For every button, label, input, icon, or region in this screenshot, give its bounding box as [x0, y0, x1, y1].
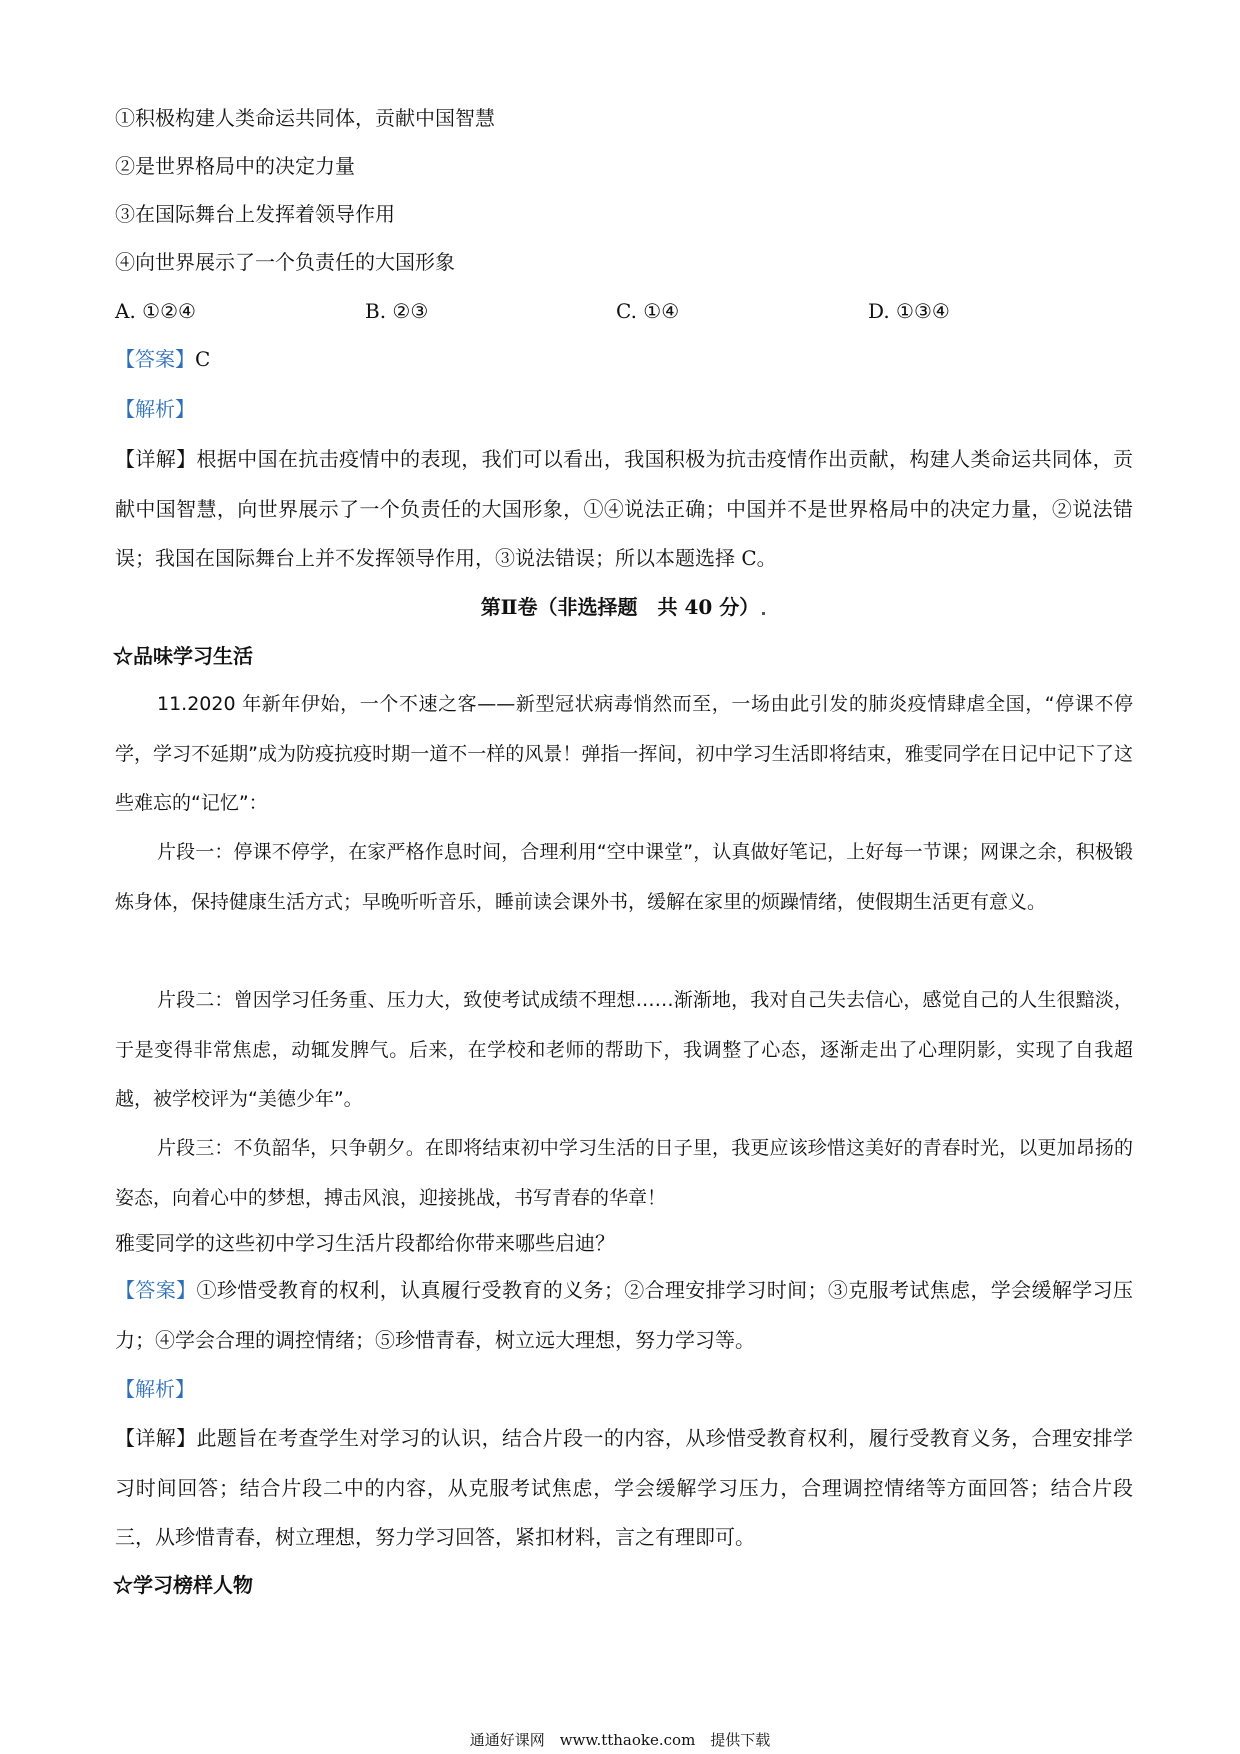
answer-tag: 【答案】 [115, 1278, 197, 1302]
q11-answer [115, 1266, 1133, 1365]
q10-detail [115, 435, 1133, 584]
q11-analysis-tag: 【解析】 [115, 1377, 195, 1401]
q10-analysis-tag: 【解析】 [115, 397, 195, 421]
q11-fragment-3: 片段三：不负韶华，只争朝夕。在即将结束初中学习生活的日子里，我更应该珍惜这美好的青春时光，以更加昂扬的姿态，向着心中的梦想，搏击风浪，迎接挑战，书写青春的华章！ [115, 1137, 1133, 1209]
q10-answer [115, 346, 210, 372]
q10-item-1: ①积极构建人类命运共同体，贡献中国智慧 [115, 106, 495, 130]
answer-text: ①珍惜受教育的权利，认真履行受教育的义务；②合理安排学习时间；③克服考试焦虑，学会缓解学习压力；④学会合理的调控情绪；⑤珍惜青春，树立远大理想，努力学习等。 [115, 1278, 1134, 1352]
detail-text: 此题旨在考查学生对学习的认识，结合片段一的内容，从珍惜受教育权利，履行受教育义务，合理安排学习时间回答；结合片段二中的内容，从克服考试焦虑，学会缓解学习压力，合理调控情绪等方面回答；结合片段三，从珍惜青春，树立理想，努力学习回答，紧扣材料，言之有理即可。 [115, 1426, 1134, 1549]
q10-option-d: D. ①③④ [868, 299, 950, 323]
section-title: 第Ⅱ卷（非选择题 共 40 分） [480, 595, 760, 619]
q10-option-c: C. ①④ [616, 299, 680, 323]
q11-fragment-2: 片段二：曾因学习任务重、压力大，致使考试成绩不理想……渐渐地，我对自己失去信心，感觉自己的人生很黯淡，于是变得非常焦虑，动辄发脾气。后来，在学校和老师的帮助下，我调整了心态，逐渐走出了心理阴影，实现了自我超越，被学校评为“美德少年”。 [115, 989, 1133, 1110]
q10-option-a: A. ①②④ [115, 299, 196, 323]
answer-tag: 【答案】 [115, 347, 195, 371]
stray-dot [762, 612, 765, 615]
detail-tag: 【详解】 [115, 1426, 197, 1450]
q11-question: 雅雯同学的这些初中学习生活片段都给你带来哪些启迪？ [115, 1231, 615, 1255]
q10-item-2: ②是世界格局中的决定力量 [115, 154, 355, 178]
q10-item-3: ③在国际舞台上发挥着领导作用 [115, 202, 395, 226]
q11-fragment-1: 片段一：停课不停学，在家严格作息时间，合理利用“空中课堂”，认真做好笔记，上好每一节课；网课之余，积极锻炼身体，保持健康生活方式；早晚听听音乐，睡前读会课外书，缓解在家里的烦躁情绪，使假期生活更有意义。 [115, 841, 1133, 913]
answer-value: C [195, 347, 211, 371]
q10-item-4: ④向世界展示了一个负责任的大国形象 [115, 250, 455, 274]
heading-learning-life: ☆品味学习生活 [113, 644, 253, 668]
q10-option-b: B. ②③ [365, 299, 429, 323]
heading-role-models: ☆学习榜样人物 [113, 1573, 253, 1597]
detail-text: 根据中国在抗击疫情中的表现，我们可以看出，我国积极为抗击疫情作出贡献，构建人类命运共同体，贡献中国智慧，向世界展示了一个负责任的大国形象，①④说法正确；中国并不是世界格局中的决定力量，②说法错误；我国在国际舞台上并不发挥领导作用，③说法错误；所以本题选择 C。 [115, 447, 1134, 570]
detail-tag: 【详解】 [115, 447, 197, 471]
page-footer: 通通好课网 www.tthaoke.com 提供下载 [469, 1731, 771, 1749]
q11-intro: 11.2020 年新年伊始，一个不速之客——新型冠状病毒悄然而至，一场由此引发的肺炎疫情肆虐全国，“停课不停学，学习不延期”成为防疫抗疫时期一道不一样的风景！弹指一挥间，初中学习生活即将结束，雅雯同学在日记中记下了这些难忘的“记忆”： [115, 693, 1133, 814]
q11-detail [115, 1414, 1133, 1563]
